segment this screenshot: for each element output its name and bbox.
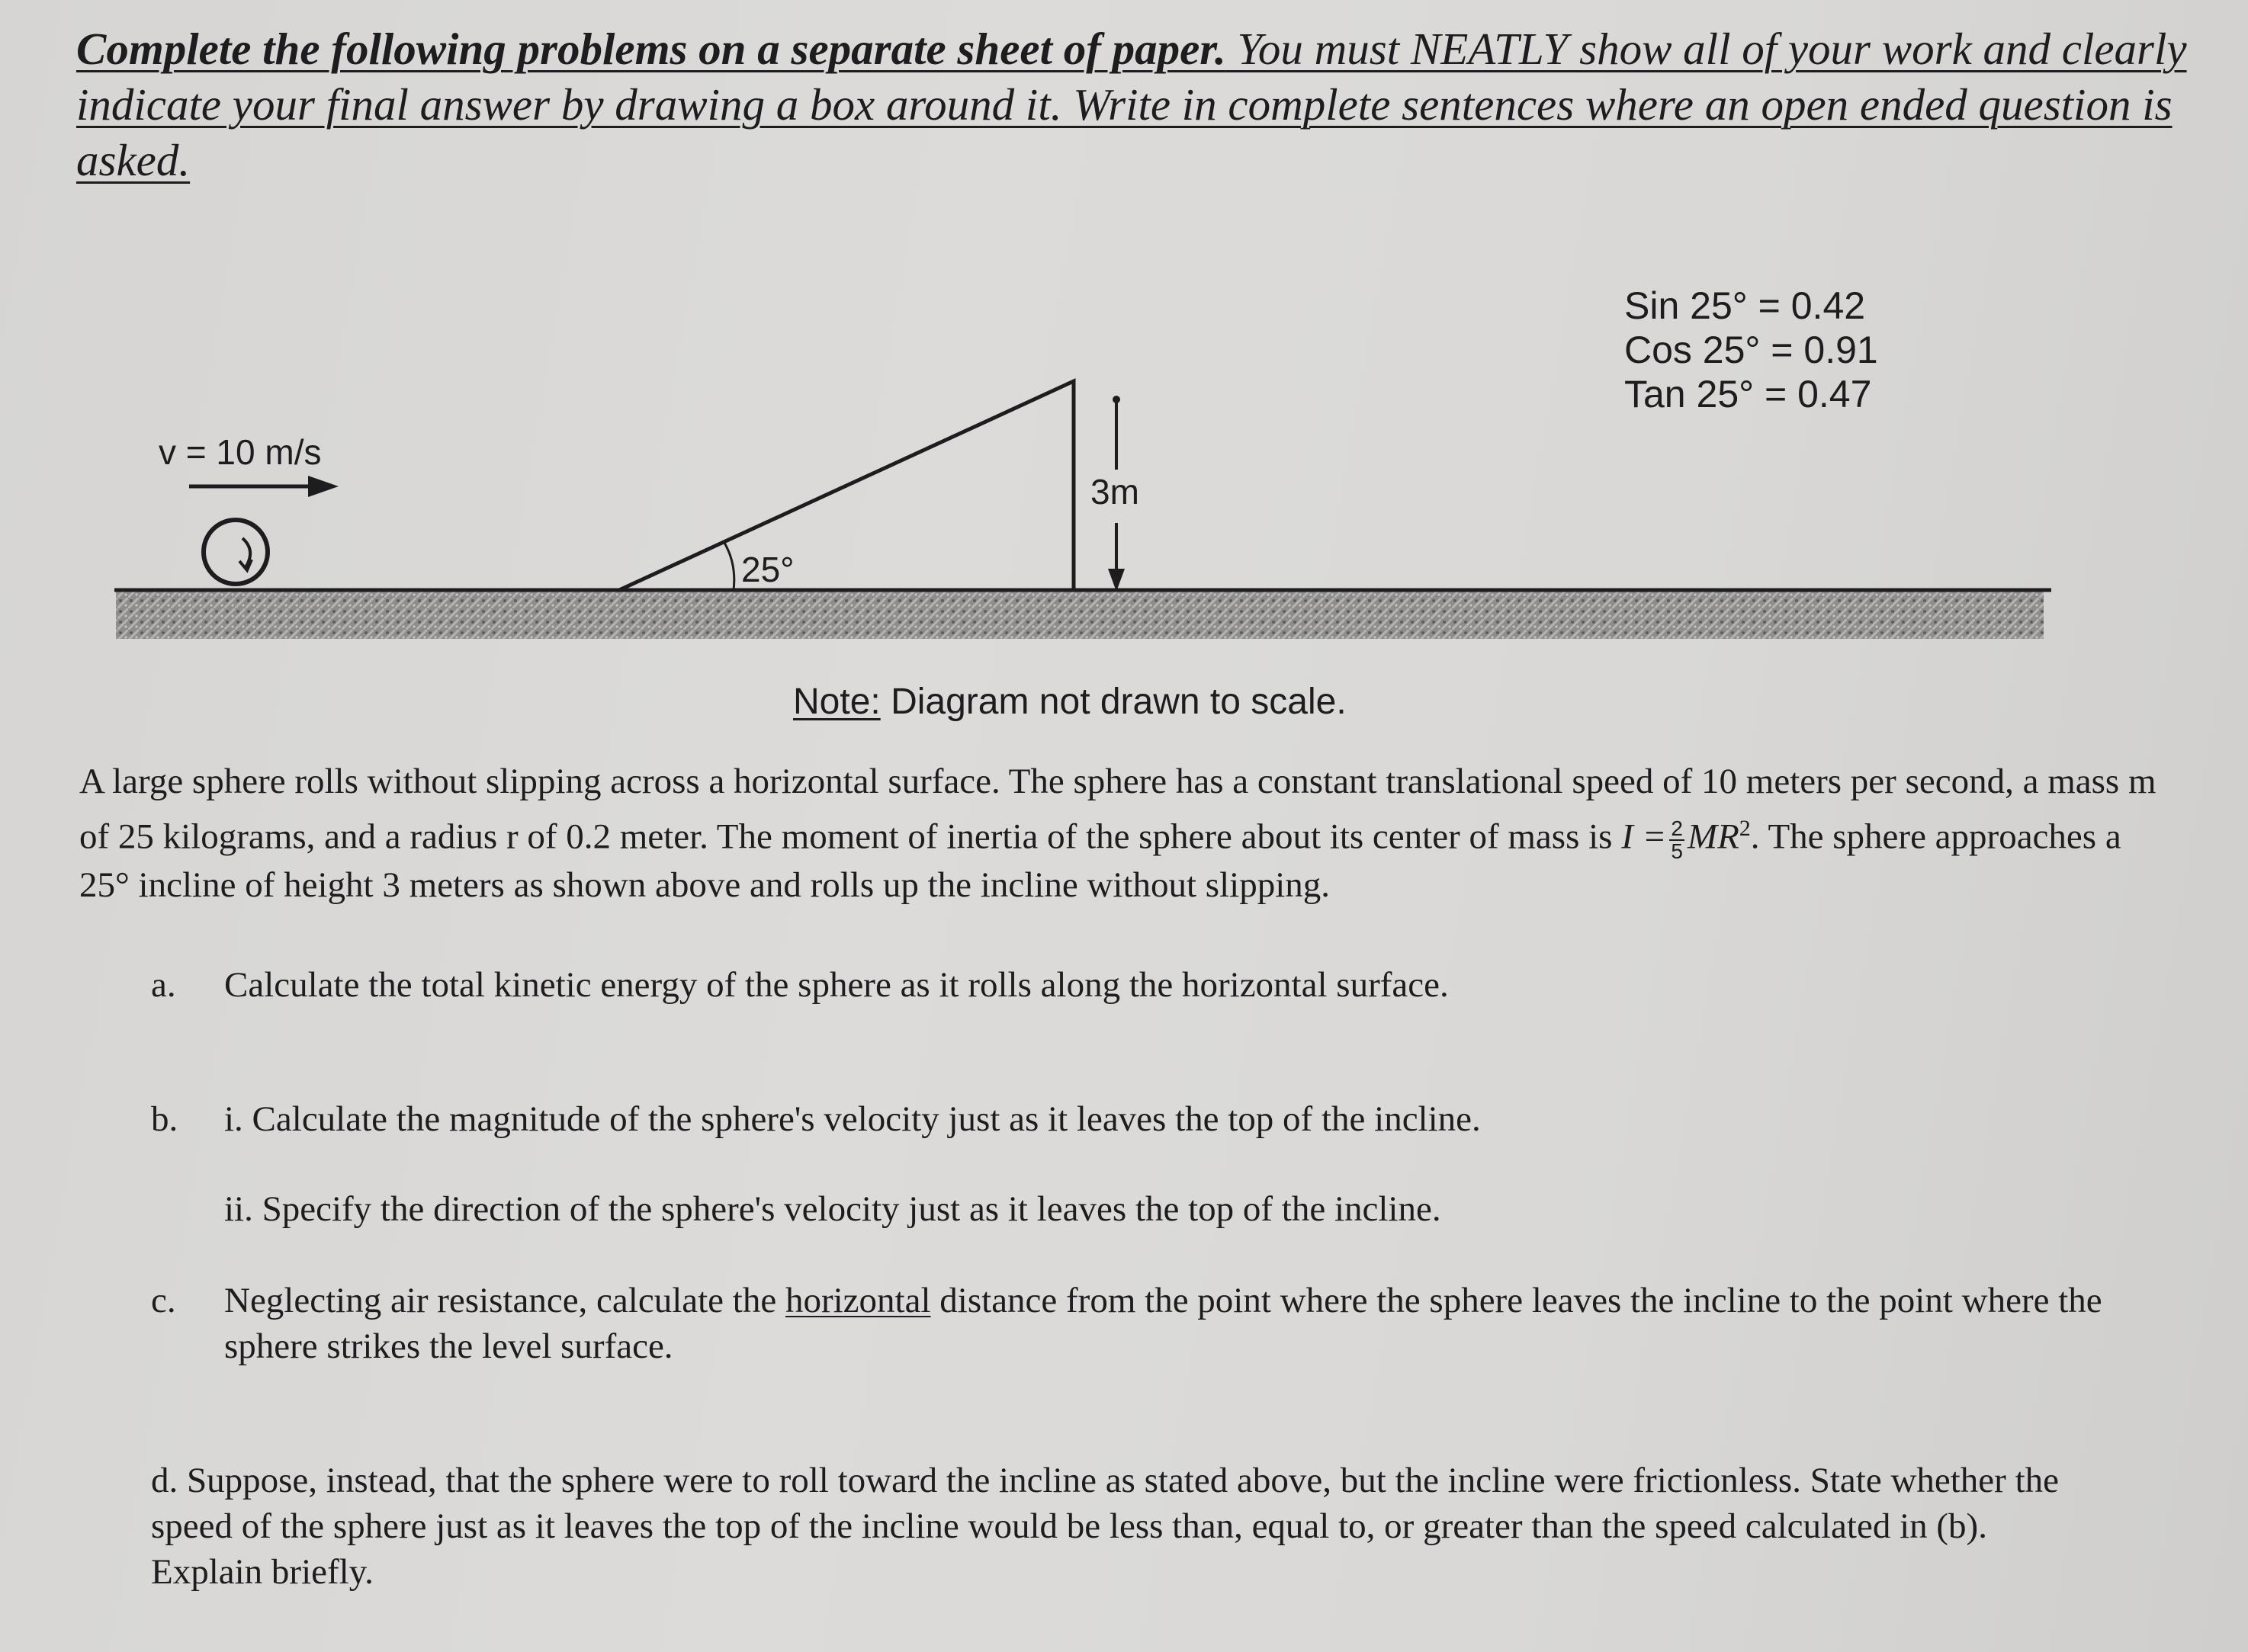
velocity-label: v = 10 m/s <box>159 432 322 472</box>
instructions-rest-part: You must NEATLY show all of your work and clearly indicate your final answer by drawing a box around it. Write in complete sentences where an open ended question is asked. <box>76 24 2187 185</box>
problem-text-after-formula: . The sphere approaches a 25° incline of height 3 meters as shown above and rolls up the incline without slipping. <box>79 816 2121 905</box>
height-label: 3m <box>1090 472 1139 512</box>
question-c-underlined: horizontal <box>785 1281 931 1320</box>
question-c-pre: Neglecting air resistance, calculate the <box>224 1281 777 1320</box>
question-b-letter: b. <box>151 1099 178 1139</box>
formula-rhs: MR <box>1687 816 1739 857</box>
instructions-bold-part: Complete the following problems on a separate sheet of paper. <box>76 24 1226 74</box>
question-a-letter: a. <box>151 965 176 1005</box>
formula-fraction <box>1669 818 1684 862</box>
question-a-text: Calculate the total kinetic energy of the sphere as it rolls along the horizontal surface. <box>224 965 1449 1005</box>
fraction-numerator: 2 <box>1671 816 1683 840</box>
incline-triangle <box>619 381 1074 590</box>
fraction-denominator: 5 <box>1671 839 1683 863</box>
angle-arc <box>724 543 734 590</box>
angle-label: 25° <box>741 550 795 589</box>
formula-exponent: 2 <box>1739 816 1751 841</box>
problem-text-before-formula: A large sphere rolls without slipping across a horizontal surface. The sphere has a constant translational speed of 10 meters per second, a mass m of 25 kilograms, and a radius r of 0.2 meter. The moment of inertia of the sphere about its center of mass is <box>79 762 2156 857</box>
question-b-ii-text: ii. Specify the direction of the sphere's velocity just as it leaves the top of the incline. <box>224 1189 1441 1229</box>
sphere <box>204 520 268 584</box>
incline-diagram <box>0 0 2248 686</box>
sin-value: Sin 25° = 0.42 <box>1624 284 1866 327</box>
tan-value: Tan 25° = 0.47 <box>1624 373 1872 415</box>
problem-statement <box>79 759 2169 909</box>
diagram-note <box>793 681 1347 723</box>
note-text: Diagram not drawn to scale. <box>891 682 1347 722</box>
formula-lhs: I = <box>1621 816 1667 857</box>
question-d-text: d. Suppose, instead, that the sphere were to roll toward the incline as stated above, but the incline were frictionless. State whether the speed of the sphere just as it leaves the top of the incline would be less than, equal to, or greater than the speed calculated in (b). Explain briefly. <box>151 1461 2059 1592</box>
question-b-i-text: i. Calculate the magnitude of the sphere's velocity just as it leaves the top of the incline. <box>224 1099 1481 1139</box>
note-label: Note: <box>793 682 881 722</box>
question-c-letter: c. <box>151 1281 176 1320</box>
ground-hatching <box>116 592 2044 639</box>
question-c-text <box>224 1278 2176 1369</box>
question-d <box>151 1458 2103 1595</box>
question-c-post: distance from the point where the sphere leaves the incline to the point where the sphere strikes the level surface. <box>224 1281 2102 1366</box>
question-b-ii <box>224 1186 1441 1232</box>
cos-value: Cos 25° = 0.91 <box>1624 329 1878 371</box>
